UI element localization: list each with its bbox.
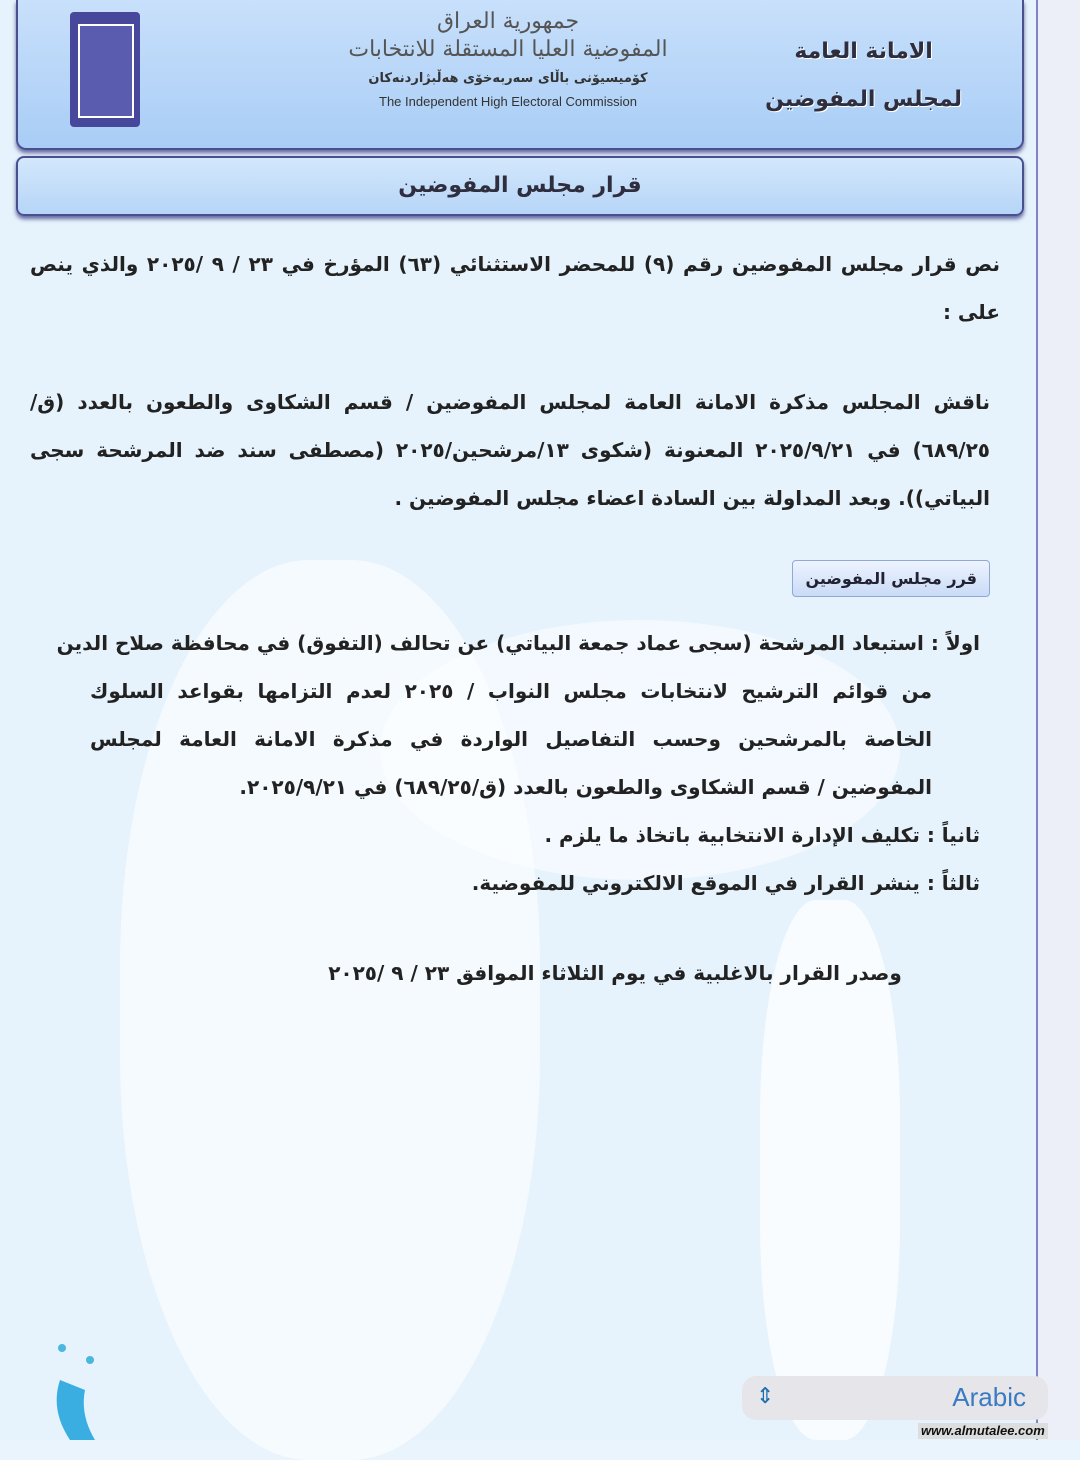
intro-paragraph: نص قرار مجلس المفوضين رقم (٩) للمحضر الاستثنائي (٦٣) المؤرخ في ٢٣ / ٩ /٢٠٢٥ والذي ينص على : [30, 252, 1000, 324]
decision-document [30, 240, 1000, 997]
ihec-logo [70, 12, 140, 127]
secretariat-line1: الامانة العامة [794, 39, 933, 64]
ihec-small-logo [40, 1320, 100, 1440]
site-watermark: www.almutalee.com [918, 1423, 1048, 1439]
decision-item-1 [30, 619, 980, 811]
commission-english: The Independent High Electoral Commission [379, 94, 637, 109]
right-strip [1038, 0, 1080, 1440]
decision-item-3: ثالثاً : ينشر القرار في الموقع الالكتروني للمفوضية. [471, 871, 980, 895]
language-select-value: Arabic [952, 1382, 1026, 1412]
item-1-lead: اولاً : استبعاد المرشحة (سجى عماد جمعة البياتي) عن تحالف (التفوق) في محافظة صلاح الدين [56, 631, 980, 655]
item-1-rest: من قوائم الترشيح لانتخابات مجلس النواب / ٢٠٢٥ لعدم التزامها بقواعد السلوك الخاصة بالمرشحين وحسب التفاصيل الواردة في مذكرة الامانة العامة لمجلس المفوضين / قسم الشكاوى والطعون بالعدد (ق/٦٨٩/٢٥) في ٢٠٢٥/٩/٢١. [90, 679, 933, 799]
page-title: قرار مجلس المفوضين [16, 156, 1024, 216]
commission-arabic: المفوضية العليا المستقلة للانتخابات [348, 37, 668, 62]
republic-text: جمهورية العراق [436, 9, 580, 34]
discussion-paragraph: ناقش المجلس مذكرة الامانة العامة لمجلس المفوضين / قسم الشكاوى والطعون بالعدد (ق/٦٨٩/٢٥) في ٢٠٢٥/٩/٢١ المعنونة (شكوى ١٣/مرشحين/٢٠٢٥ (مصطفى سند ضد المرشحة سجى البياتي)). وبعد المداولة بين السادة اعضاء مجلس المفوضين . [30, 390, 990, 510]
commission-name [268, 8, 748, 110]
secretariat-label [765, 28, 962, 124]
decision-button[interactable]: قرر مجلس المفوضين [792, 560, 990, 597]
header [16, 0, 1024, 150]
language-select[interactable] [742, 1376, 1048, 1420]
chevron-up-down-icon: ⇕ [756, 1384, 775, 1409]
secretariat-line2: لمجلس المفوضين [765, 87, 962, 112]
decision-item-2: ثانياً : تكليف الإدارة الانتخابية باتخاذ ما يلزم . [544, 823, 980, 847]
closing-line: وصدر القرار بالاغلبية في يوم الثلاثاء الموافق ٢٣ / ٩ /٢٠٢٥ [328, 961, 902, 985]
decision-items [30, 619, 1000, 907]
commission-kurdish: كۆمیسیۆنی باڵای سەربەخۆی هەڵبژاردنەکان [368, 71, 648, 86]
